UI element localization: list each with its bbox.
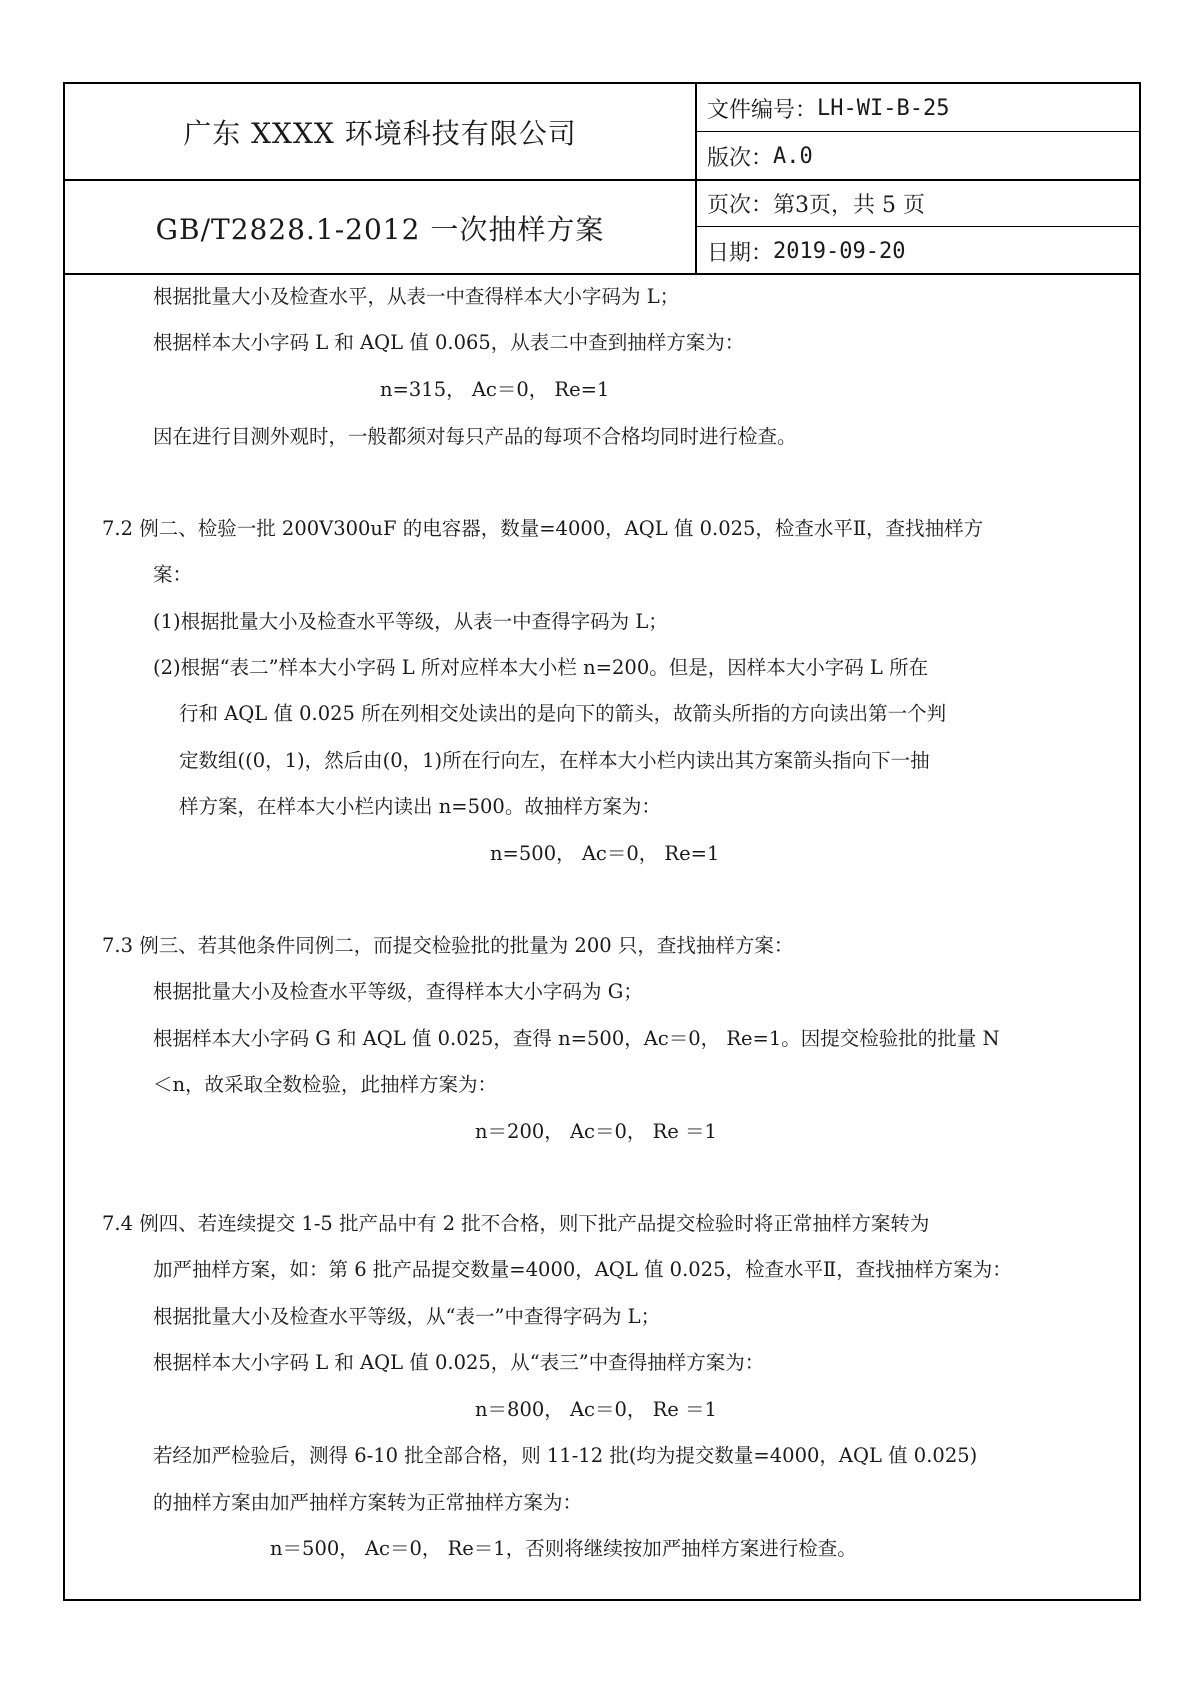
formula-line: n＝200， Ac＝0， Re ＝1 — [475, 1120, 717, 1143]
meta-value: LH-WI-B-25 — [817, 95, 950, 121]
meta-revision — [695, 132, 1141, 180]
text-line: 根据样本大小字码 L 和 AQL 值 0.065，从表二中查到抽样方案为： — [153, 331, 745, 354]
text-line: ＜n，故采取全数检验，此抽样方案为： — [153, 1073, 498, 1096]
text-line: 根据批量大小及检查水平等级，从“表一”中查得字码为 L； — [153, 1305, 661, 1328]
text-line: 的抽样方案由加严抽样方案转为正常抽样方案为： — [153, 1491, 583, 1514]
text-line: 样方案，在样本大小栏内读出 n=500。故抽样方案为： — [179, 795, 661, 818]
meta-page — [695, 180, 1141, 227]
divider — [695, 226, 1141, 227]
meta-file-number — [695, 84, 1141, 132]
text-line: 根据批量大小及检查水平，从表一中查得样本大小字码为 L； — [153, 285, 680, 308]
meta-date — [695, 227, 1141, 275]
company-name: 广东 XXXX 环境科技有限公司 — [183, 117, 577, 150]
meta-value: A.0 — [773, 143, 813, 169]
text-line: 若经加严检验后，测得 6-10 批全部合格，则 11-12 批(均为提交数量=4000，AQL 值 0.025) — [153, 1444, 978, 1467]
meta-label: 版次： — [707, 145, 774, 171]
section-heading: 7.2 例二、检验一批 200V300uF 的电容器，数量=4000，AQL 值 0.025，检查水平Ⅱ，查找抽样方 — [102, 517, 984, 540]
document-header — [65, 84, 1139, 275]
divider — [65, 273, 1139, 275]
formula-line: n＝800， Ac＝0， Re ＝1 — [475, 1398, 717, 1421]
section-heading: 7.4 例四、若连续提交 1-5 批产品中有 2 批不合格，则下批产品提交检验时将正常抽样方案转为 — [102, 1212, 930, 1235]
divider — [65, 179, 695, 181]
formula-line: n=500， Ac＝0， Re=1 — [490, 842, 720, 865]
meta-value: 2019-09-20 — [773, 238, 906, 264]
text-line: 行和 AQL 值 0.025 所在列相交处读出的是向下的箭头，故箭头所指的方向读出第一个判 — [179, 702, 947, 725]
text-line: 定数组((0，1)，然后由(0，1)所在行向左，在样本大小栏内读出其方案箭头指向下一抽 — [179, 749, 930, 772]
divider — [695, 179, 1141, 181]
text-line: (1)根据批量大小及检查水平等级，从表一中查得字码为 L； — [153, 610, 668, 633]
meta-label: 页次： — [707, 193, 774, 218]
divider — [695, 131, 1141, 132]
document-title: GB/T2828.1-2012 一次抽样方案 — [155, 212, 605, 246]
text-line: 根据批量大小及检查水平等级，查得样本大小字码为 G； — [153, 980, 643, 1003]
section-heading: 7.3 例三、若其他条件同例二，而提交检验批的批量为 200 只，查找抽样方案： — [102, 934, 794, 957]
text-line: (2)根据“表二”样本大小字码 L 所对应样本大小栏 n=200。但是，因样本大小字码 L 所在 — [153, 656, 929, 679]
text-line: 因在进行目测外观时，一般都须对每只产品的每项不合格均同时进行检查。 — [153, 425, 797, 448]
text-line: 根据样本大小字码 L 和 AQL 值 0.025，从“表三”中查得抽样方案为： — [153, 1351, 765, 1374]
document-frame — [63, 82, 1141, 1601]
meta-value: 第3页，共 5 页 — [773, 193, 925, 218]
text-line: 加严抽样方案，如：第 6 批产品提交数量=4000，AQL 值 0.025，检查水平Ⅱ，查找抽样方案为： — [153, 1258, 1012, 1281]
formula-line: n=315， Ac＝0， Re=1 — [380, 378, 610, 401]
text-line: 根据样本大小字码 G 和 AQL 值 0.025，查得 n=500，Ac＝0， Re=1。因提交检验批的批量 N — [153, 1027, 1000, 1050]
text-line: 案： — [153, 563, 193, 586]
meta-label: 文件编号： — [707, 97, 818, 123]
formula-line: n＝500， Ac＝0， Re＝1，否则将继续按加严抽样方案进行检查。 — [270, 1537, 857, 1560]
meta-label: 日期： — [707, 240, 774, 266]
